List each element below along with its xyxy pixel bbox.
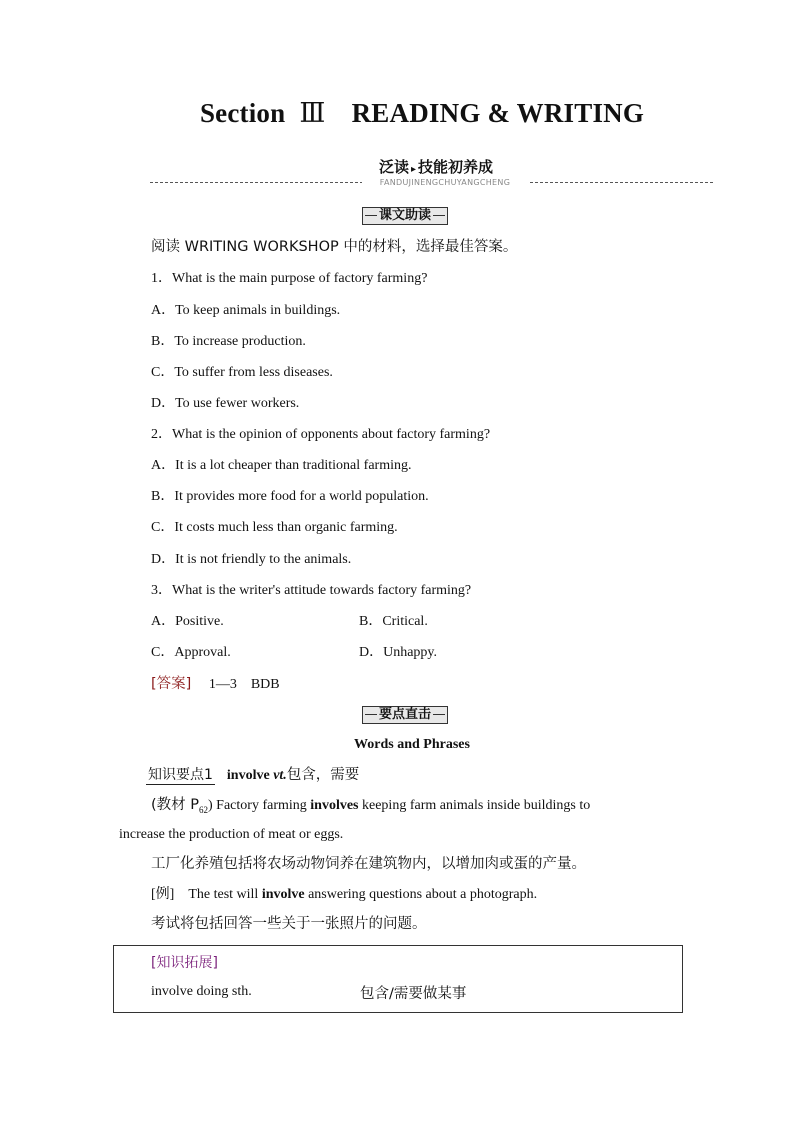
example-rest: answering questions about a photograph. [304,887,538,902]
words-phrases-heading: Words and Phrases [354,737,470,752]
question-2: 2．What is the opinion of opponents about factory farming? [151,427,491,442]
question-3: 3．What is the writer's attitude towards factory farming? [151,583,472,598]
answer-label: [答案] [151,676,192,692]
source-keyword: involves [310,798,359,813]
source-suffix: ) Factory farming [208,798,311,813]
arrow-icon: ▸ [410,164,417,175]
extension-phrase: involve doing sth. [151,984,252,999]
knowledge-point-1 [146,766,359,785]
question-2-option-a: A．It is a lot cheaper than traditional farming. [151,458,412,473]
answer-line [151,675,280,694]
question-2-option-d: D．It is not friendly to the animals. [151,552,352,567]
source-rest: keeping farm animals inside buildings to [358,798,591,813]
source-prefix: (教材 P [151,797,200,813]
example-sentence [151,886,537,904]
textbook-source-translation: 工厂化养殖包括将农场动物饲养在建筑物内，以增加肉或蛋的产量。 [151,856,586,872]
textbook-source-line-2: increase the production of meat or eggs. [119,827,344,842]
section-header-banner [150,156,713,190]
source-page: 62 [199,804,209,815]
tag-reading-guide: 课文助读 [362,207,448,225]
title-subject: READING & WRITING [351,98,645,128]
title-roman-numeral: Ⅲ [299,98,326,128]
section-header-pinyin: FANDUJINENGCHUYANGCHENG [362,178,528,188]
question-1: 1．What is the main purpose of factory farming? [151,271,428,286]
question-1-option-c: C．To suffer from less diseases. [151,365,333,380]
title-section-word: Section [199,98,286,128]
question-3-option-d: D．Unhappy. [359,645,438,660]
question-3-option-b: B．Critical. [359,614,428,629]
extension-meaning: 包含/需要做某事 [360,986,467,1002]
example-prefix: [例] The test will [151,887,262,902]
example-translation: 考试将包括回答一些关于一张照片的问题。 [151,916,427,932]
question-1-option-a: A．To keep animals in buildings. [151,303,341,318]
keyword: involve [226,768,270,783]
question-3-option-a: A．Positive. [151,614,224,629]
question-1-option-d: D．To use fewer workers. [151,396,300,411]
tag-key-points: 要点直击 [362,706,448,724]
question-2-option-c: C．It costs much less than organic farming. [151,520,398,535]
keyword-meaning: 包含，需要 [286,767,360,783]
example-keyword: involve [261,887,305,902]
question-2-option-b: B．It provides more food for a world population. [151,489,429,504]
part-of-speech: vt. [273,768,287,783]
section-header-label-b: 技能初养成 [418,158,494,176]
knowledge-extension-box [113,945,683,1013]
question-3-option-c: C．Approval. [151,645,231,660]
section-title [0,98,794,129]
section-header-label-a: 泛读 [378,158,409,176]
question-1-option-b: B．To increase production. [151,334,306,349]
knowledge-point-label: 知识要点1 [148,767,213,783]
textbook-source-line-1 [151,796,590,819]
knowledge-extension-heading: [知识拓展] [151,955,218,971]
section-header-label [356,156,516,177]
instruction-text: 阅读 WRITING WORKSHOP 中的材料，选择最佳答案。 [151,239,518,255]
answer-text: 1—3 BDB [208,677,280,692]
